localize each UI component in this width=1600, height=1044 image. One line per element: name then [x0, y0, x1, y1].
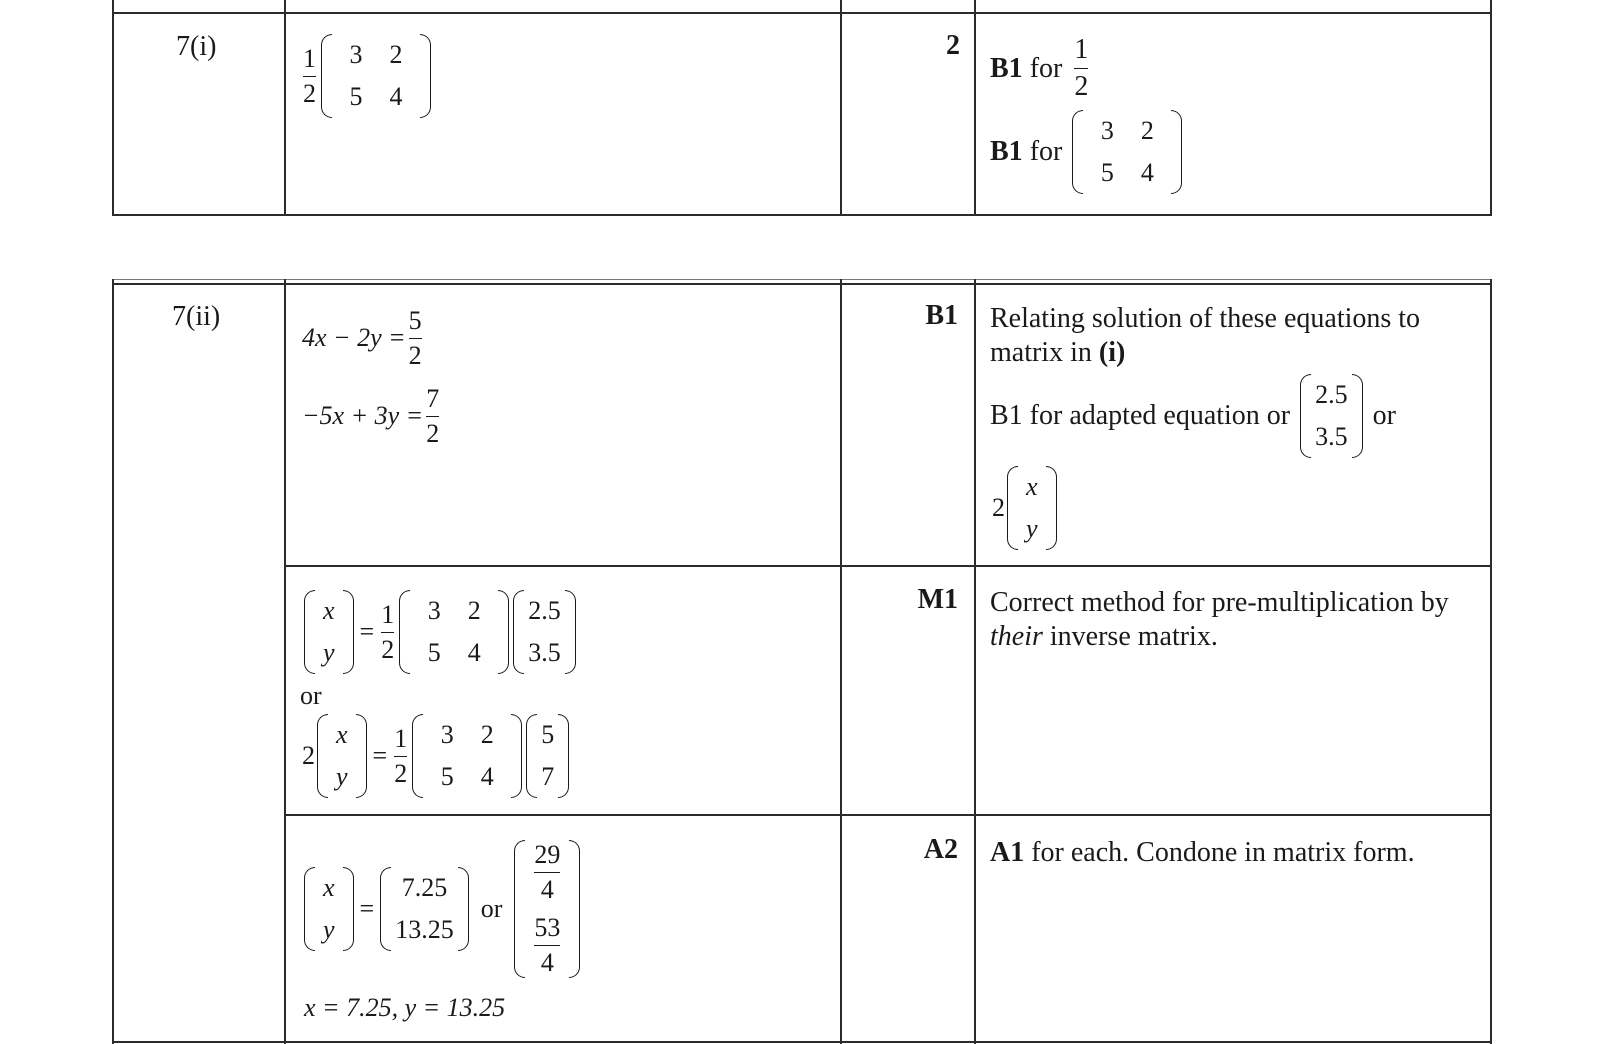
table1-col-divider-2 — [840, 0, 842, 216]
premultiplication-eq-1: x y = $\frac{1}{2}$ 3 2 5 4 2.5 3.5 — [302, 590, 578, 674]
mark-7i: 2 — [946, 30, 960, 61]
equation-1: 4x − 2y = $\frac{5}{2}$ — [302, 306, 422, 370]
half-fraction: $\frac{1}{2}$ — [303, 43, 316, 108]
table2-left-border — [112, 279, 114, 1044]
guidance-row2-line1: Correct method for pre-multiplication by — [990, 587, 1449, 618]
table2-bottom-border — [112, 1041, 1492, 1043]
table2-top-border — [112, 283, 1492, 285]
table1-top-border — [112, 12, 1492, 14]
table1-col-divider-1 — [284, 0, 286, 216]
table2-right-border — [1490, 279, 1492, 1044]
solution-vector: x y = 7.25 13.25 or $\frac{29}{4}$ $\frac{53}{4}$ — [302, 840, 582, 978]
guidance-row3: A1 for each. Condone in matrix form. — [990, 837, 1415, 868]
mark-7ii-row3: A2 — [923, 834, 958, 865]
guidance-7i-b1-matrix: B1 for 3 2 5 4 — [990, 110, 1184, 194]
guidance-row1-2xy: 2 x y — [992, 466, 1059, 550]
premultiplication-eq-2: 2 x y = $\frac{1}{2}$ 3 2 5 4 5 7 — [302, 714, 571, 798]
equation-2: −5x + 3y = $\frac{7}{2}$ — [302, 384, 440, 448]
table1-bottom-border — [112, 214, 1492, 216]
guidance-row1-line2: matrix in (i) — [990, 337, 1126, 368]
table2-col-divider-3 — [974, 279, 976, 1044]
question-label-7i: 7(i) — [176, 31, 217, 62]
table2-top-border-outer — [112, 279, 1492, 280]
table2-col-divider-2 — [840, 279, 842, 1044]
final-answer: x = 7.25, y = 13.25 — [304, 993, 506, 1022]
table1-left-border — [112, 0, 114, 216]
guidance-row2-line2: their inverse matrix. — [990, 621, 1218, 652]
mark-7ii-row1: B1 — [925, 300, 958, 331]
or-connector: or — [300, 681, 322, 710]
question-label-7ii: 7(ii) — [172, 301, 221, 332]
answer-7i-inverse-matrix — [300, 34, 433, 118]
guidance-row1-adapted: B1 for adapted equation or 2.5 3.5 or — [990, 374, 1396, 458]
table1-right-border — [1490, 0, 1492, 216]
matrix-3-2-5-4: 3 2 5 4 — [321, 34, 431, 118]
table2-row-divider-2 — [284, 814, 1492, 816]
guidance-7i-b1-half: B1 for $\frac{1}{2}$ — [990, 34, 1089, 103]
guidance-row1-line1: Relating solution of these equations to — [990, 303, 1421, 334]
table2-row-divider-1 — [284, 565, 1492, 567]
table1-col-divider-3 — [974, 0, 976, 216]
table2-col-divider-1 — [284, 279, 286, 1044]
mark-7ii-row2: M1 — [917, 584, 958, 615]
